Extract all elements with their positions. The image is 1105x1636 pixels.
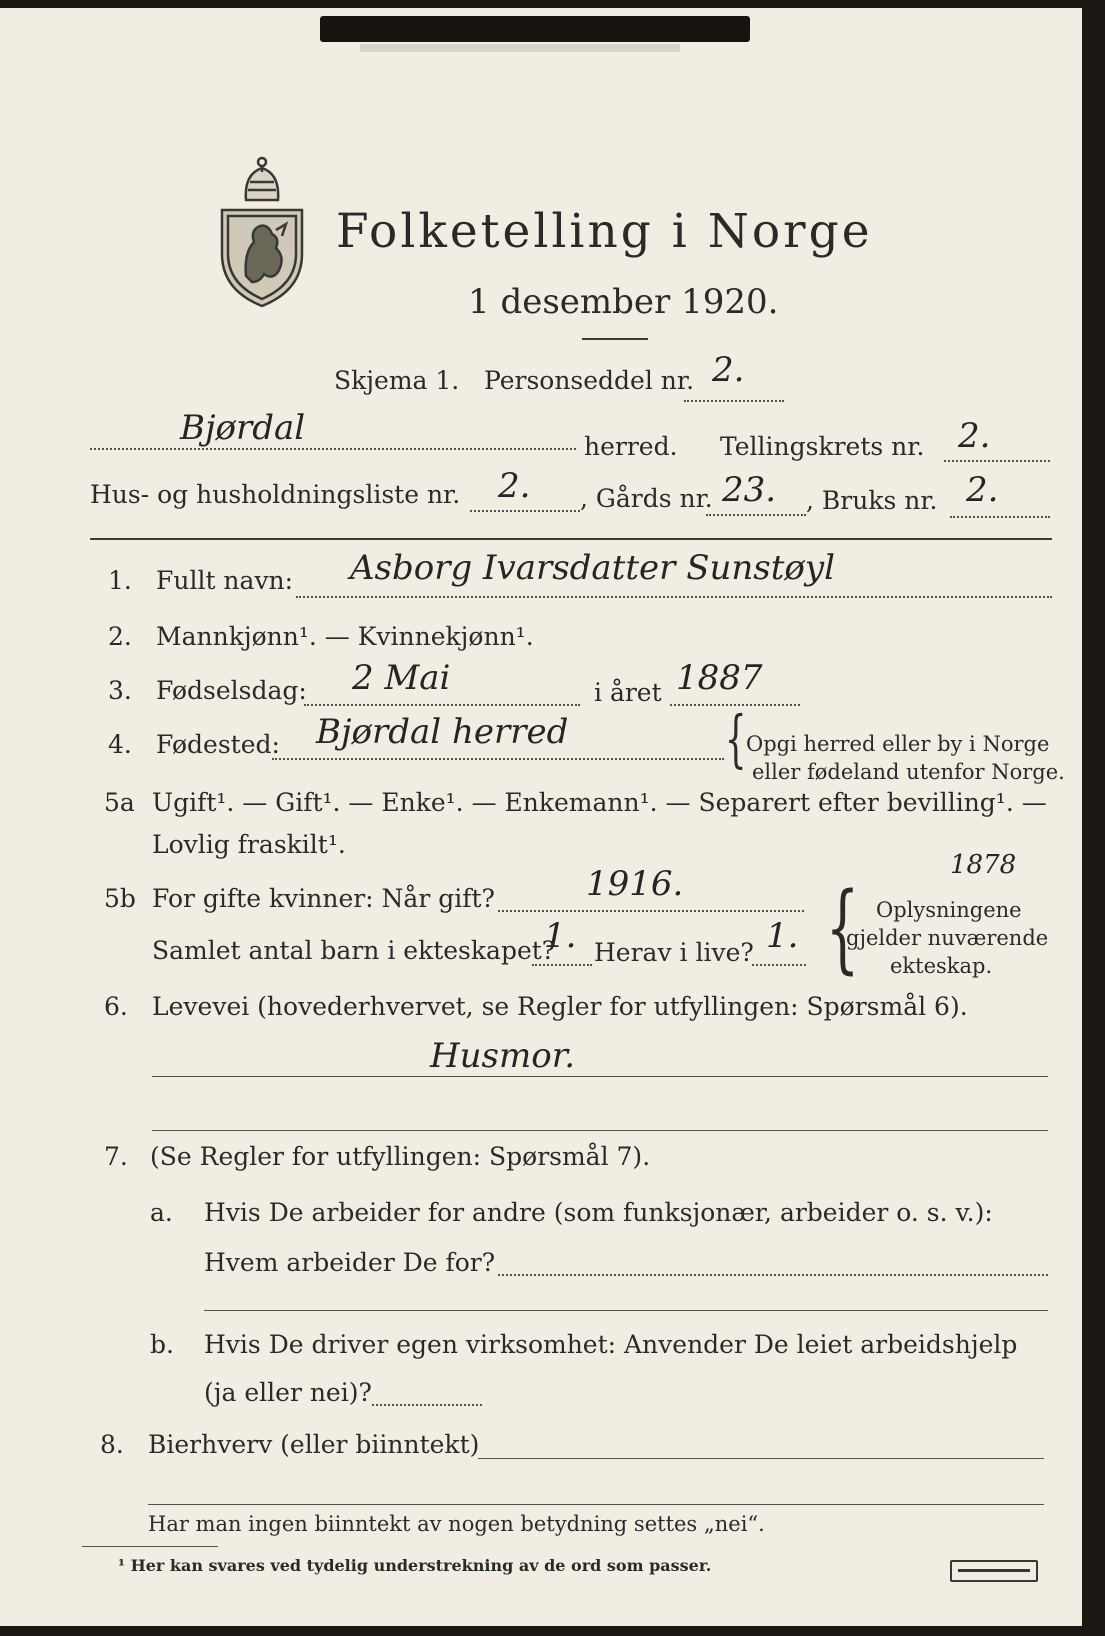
q7a-line-2: Hvem arbeider De for?	[204, 1248, 496, 1277]
birthplace-brace: {	[724, 702, 747, 775]
faded-top-strip	[360, 44, 680, 52]
children-total-value: 1.	[544, 916, 577, 956]
census-date: 1 desember 1920.	[468, 282, 779, 322]
q8-number: 8.	[100, 1430, 124, 1459]
children-alive-label: Herav i live?	[594, 938, 754, 967]
children-alive-value: 1.	[766, 916, 799, 956]
q5b-number: 5b	[104, 884, 136, 913]
q7b-line-2: (ja eller nei)?	[204, 1378, 372, 1407]
marriage-note-3: ekteskap.	[890, 954, 993, 978]
personseddel-label: Personseddel nr.	[484, 366, 695, 395]
marital-status-options: Ugift¹. — Gift¹. — Enke¹. — Enkemann¹. — Separert efter bevilling¹. —	[152, 788, 1047, 817]
printer-stamp-icon	[950, 1560, 1038, 1582]
q2-number: 2.	[108, 622, 132, 651]
q5a-number: 5a	[104, 788, 135, 817]
herred-label: herred.	[584, 432, 678, 461]
skjema-label: Skjema 1.	[334, 366, 460, 395]
q3-label: Fødselsdag:	[156, 676, 307, 705]
q4-number: 4.	[108, 730, 132, 759]
married-year-line	[498, 910, 804, 912]
married-when-label: For gifte kvinner: Når gift?	[152, 884, 495, 913]
side-income-line	[478, 1458, 1044, 1459]
employer-line-2	[204, 1310, 1048, 1311]
children-total-line	[532, 964, 592, 966]
occupation-line	[152, 1076, 1048, 1077]
birth-year-value: 1887	[676, 658, 763, 698]
q4-label: Fødested:	[156, 730, 280, 759]
marriage-note-1: Oplysningene	[876, 898, 1022, 922]
marriage-brace: {	[825, 872, 860, 984]
personseddel-value: 2.	[712, 350, 745, 390]
bruks-value: 2.	[966, 470, 999, 510]
q1-label: Fullt navn:	[156, 566, 294, 595]
q7-number: 7.	[104, 1142, 128, 1171]
tellingskrets-value: 2.	[958, 416, 991, 456]
birthplace-value: Bjørdal herred	[316, 712, 569, 752]
q7-label: (Se Regler for utfyllingen: Spørsmål 7).	[150, 1142, 651, 1171]
q3-number: 3.	[108, 676, 132, 705]
side-income-note: Har man ingen biinntekt av nogen betydning settes „nei“.	[148, 1512, 765, 1536]
husliste-line	[470, 510, 580, 512]
hired-help-line	[372, 1404, 482, 1406]
herred-line	[90, 448, 576, 450]
coat-of-arms-icon	[216, 154, 308, 310]
census-form-page	[0, 8, 1082, 1626]
children-total-label: Samlet antal barn i ekteskapet?	[152, 936, 556, 965]
birthplace-note-1: Opgi herred eller by i Norge	[746, 732, 1050, 756]
q7a-letter: a.	[150, 1198, 173, 1227]
form-title: Folketelling i Norge	[336, 204, 873, 259]
tellingskrets-label: Tellingskrets nr.	[720, 432, 925, 461]
full-name-line	[296, 596, 1052, 598]
q1-number: 1.	[108, 566, 132, 595]
employer-line	[498, 1274, 1048, 1276]
marginal-note: 1878	[950, 850, 1017, 880]
children-alive-line	[752, 964, 806, 966]
husliste-value: 2.	[498, 466, 531, 506]
gards-value: 23.	[722, 470, 777, 510]
q6-label: Levevei (hovederhvervet, se Regler for utfyllingen: Spørsmål 6).	[152, 992, 968, 1021]
marital-status-options-2: Lovlig fraskilt¹.	[152, 830, 346, 859]
side-income-line-2	[148, 1504, 1044, 1505]
husliste-label: Hus- og husholdningsliste nr.	[90, 480, 461, 509]
herred-value: Bjørdal	[180, 408, 306, 448]
occupation-value: Husmor.	[430, 1036, 576, 1076]
occupation-line-2	[152, 1130, 1048, 1131]
bruks-line	[950, 516, 1050, 518]
gards-line	[706, 514, 806, 516]
tellingskrets-line	[944, 460, 1050, 462]
gards-label: , Gårds nr.	[580, 484, 713, 513]
birthplace-line	[272, 758, 724, 760]
gender-options: Mannkjønn¹. — Kvinnekjønn¹.	[156, 622, 534, 651]
q6-number: 6.	[104, 992, 128, 1021]
birthday-value: 2 Mai	[352, 658, 451, 698]
q7a-line-1: Hvis De arbeider for andre (som funksjonær, arbeider o. s. v.):	[204, 1198, 993, 1227]
q8-label: Bierhverv (eller biinntekt)	[148, 1430, 480, 1459]
birthday-line	[304, 704, 580, 706]
bruks-label: , Bruks nr.	[806, 486, 938, 515]
full-name-value: Asborg Ivarsdatter Sunstøyl	[350, 548, 835, 588]
title-divider	[582, 338, 648, 340]
personseddel-line	[684, 400, 784, 402]
torn-top-edge	[320, 16, 750, 42]
footnote: ¹ Her kan svares ved tydelig understrekning av de ord som passer.	[118, 1556, 712, 1575]
marriage-note-2: gjelder nuværende	[846, 926, 1049, 950]
birthplace-note-2: eller fødeland utenfor Norge.	[752, 760, 1065, 784]
q7b-letter: b.	[150, 1330, 174, 1359]
married-year-value: 1916.	[586, 864, 684, 904]
q7b-line-1: Hvis De driver egen virksomhet: Anvender De leiet arbeidshjelp	[204, 1330, 1018, 1359]
year-label: i året	[594, 678, 662, 707]
header-divider	[90, 538, 1052, 540]
footnote-divider	[82, 1546, 218, 1547]
